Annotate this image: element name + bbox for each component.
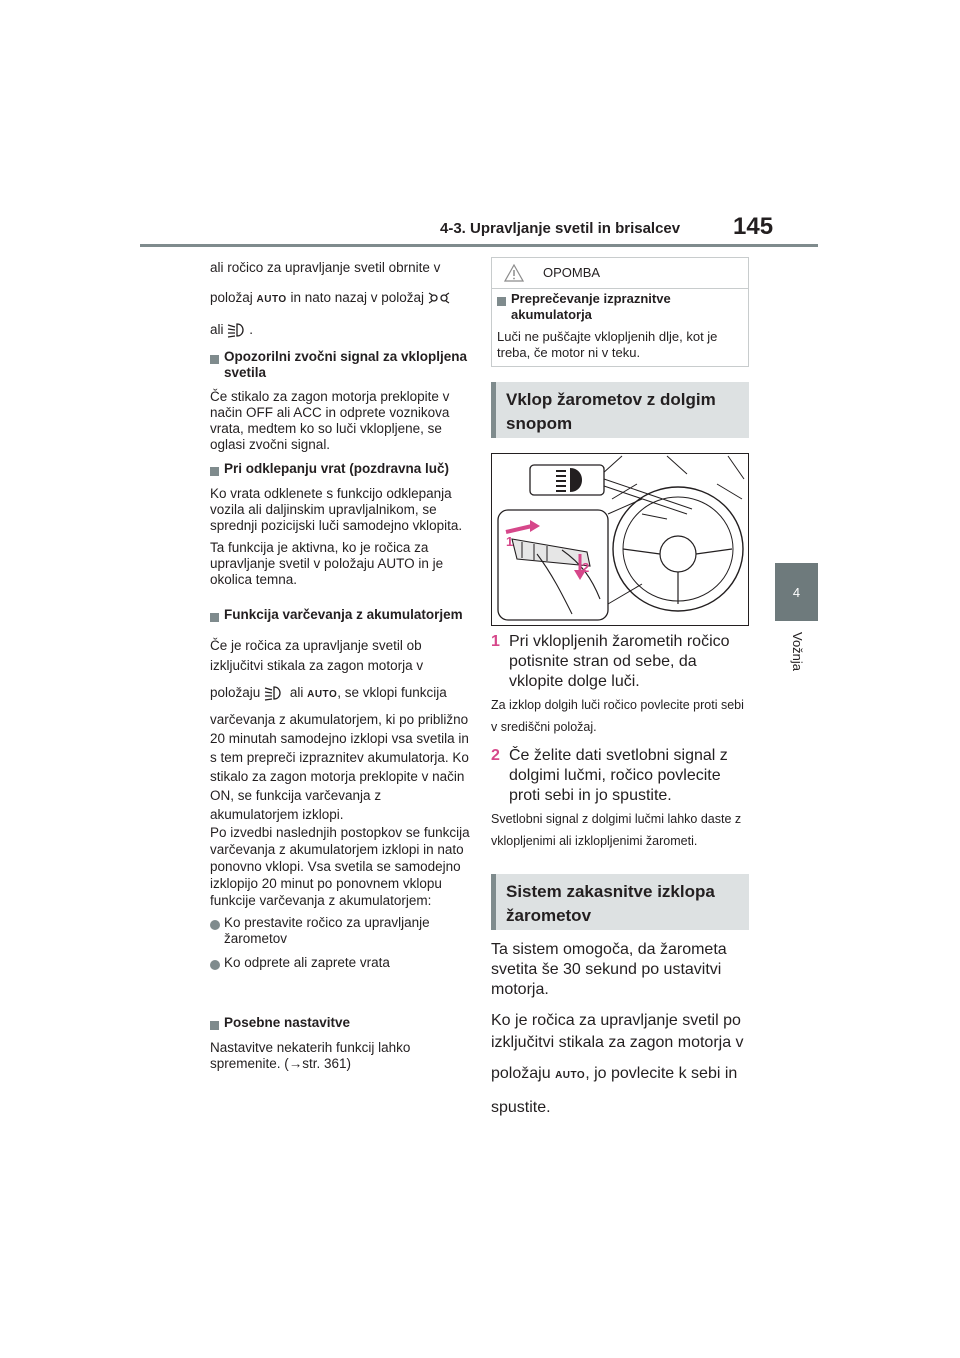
auto-icon: AUTO (307, 689, 338, 700)
square-bullet-icon (210, 613, 219, 622)
step-item: 1 Pri vklopljenih žarometih ročico potisnite stran od sebe, da vklopite dolge luči. (491, 633, 730, 690)
auto-icon: AUTO (256, 294, 287, 305)
step-note: Za izklop dolgih luči ročico povlecite proti sebi v središčni položaj. (491, 698, 744, 734)
section-heading: Pri odklepanju vrat (pozdravna luč) (224, 461, 450, 476)
low-beam-icon (264, 685, 286, 701)
note-header (492, 258, 748, 289)
section-welcome-light (210, 461, 472, 588)
chapter-tab[interactable] (775, 563, 818, 621)
section-heading: Opozorilni zvočni signal za vklopljena svetila (224, 349, 468, 380)
chapter-number: 4 (792, 584, 801, 600)
list-item: Ko prestavite ročico za upravljanje žarometov (224, 915, 430, 946)
round-bullet-icon (210, 960, 220, 970)
square-bullet-icon (210, 355, 219, 364)
page-number: 145 (733, 213, 774, 240)
section-title: 4-3. Upravljanje svetil in brisalcev (440, 220, 681, 237)
intro-paragraph: ali ročico za upravljanje svetil obrnite v položaj AUTO in nato nazaj v položaj ali . (210, 258, 472, 340)
section-heading: Funkcija varčevanja z akumulatorjem (224, 607, 463, 622)
step-note: Svetlobni signal z dolgimi lučmi lahko daste z vklopljenimi ali izklopljenimi žarometi. (491, 812, 742, 848)
round-bullet-icon (210, 920, 220, 930)
chapter-label: Vožnja (790, 632, 805, 672)
square-bullet-icon (497, 297, 506, 306)
section-body: Ko vrata odklenete s funkcijo odklepanja vozila ali daljinskim upravljalnikom, se sprednji pozicijski luči samodejno vklopita. (210, 486, 463, 533)
square-bullet-icon (210, 467, 219, 476)
section-battery-saver: Funkcija varčevanja z akumulatorjem Če je ročica za upravljanje svetil ob izključitvi stikala za zagon motorja v položaju ali AUTO, se vklopi funkcija varčevanja z akumulatorjem, ki po približno 20 minutah samodejno izklopi vsa svetila in s tem prepreči izpraznitev akumulatorja. Ko stikalo za zagon motorja preklopite v način ON, se funkcija varčevanja z akumulatorjem izklopi. Po izvedbi naslednjih postopkov se funkcija varčevanja z akumulatorjem izklopi in nato ponovno vklopi. Vsa svetila se samodejno izklopijo 20 minut po ponovnem vklopu funkcije varčevanja z akumulatorjem: Ko prestavite ročico za upravljanje žarometov Ko odprete ali zaprete vrata (210, 607, 472, 974)
callout-label: 1 (506, 534, 514, 549)
section-custom-settings (210, 1015, 472, 1072)
square-bullet-icon (210, 1021, 219, 1030)
list-item: Ko odprete ali zaprete vrata (224, 955, 390, 970)
section-heading-high-beam: Vklop žarometov z dolgim snopom (491, 382, 749, 438)
section-body: Ta funkcija je aktivna, ko je ročica za upravljanje svetil v položaju AUTO in je okolica temna. (210, 540, 444, 587)
note-body: Luči ne puščajte vklopljenih dlje, kot je treba, če motor ni v teku. (497, 329, 718, 360)
note-box (491, 257, 749, 367)
section-body: Če stikalo za zagon motorja preklopite v način OFF ali ACC in odprete voznikova vrata, medtem ko so luči vklopljene, se oglasi zvočni signal. (210, 389, 450, 452)
section-heading: Posebne nastavitve (224, 1015, 351, 1030)
header-rule (140, 244, 818, 247)
warning-triangle-icon (504, 264, 524, 282)
step-list (491, 632, 753, 852)
note-title: Preprečevanje izpraznitve akumulatorja (511, 291, 671, 322)
section-warning-buzzer (210, 349, 472, 453)
low-beam-icon (227, 322, 249, 338)
lever-illustration (491, 453, 749, 626)
headlight-icon (428, 291, 450, 305)
step-item: 2 Če želite dati svetlobni signal z dolgimi lučmi, ročico povlecite proti sebi in jo spustite. (491, 747, 728, 804)
auto-icon: AUTO (555, 1070, 586, 1081)
delay-paragraph: Ta sistem omogoča, da žarometa svetita še 30 sekund po ustavitvi motorja. Ko je ročica za upravljanje svetil po izključitvi stikala za zagon motorja v položaju AUTO, jo povlecite k sebi in spustite. (491, 941, 744, 1116)
callout-label: 2 (582, 560, 590, 575)
section-body: Nastavitve nekaterih funkcij lahko spremenite. (→str. 361) (210, 1040, 411, 1071)
section-heading-delay: Sistem zakasnitve izklopa žarometov (491, 874, 749, 930)
note-heading: OPOMBA (543, 265, 601, 280)
